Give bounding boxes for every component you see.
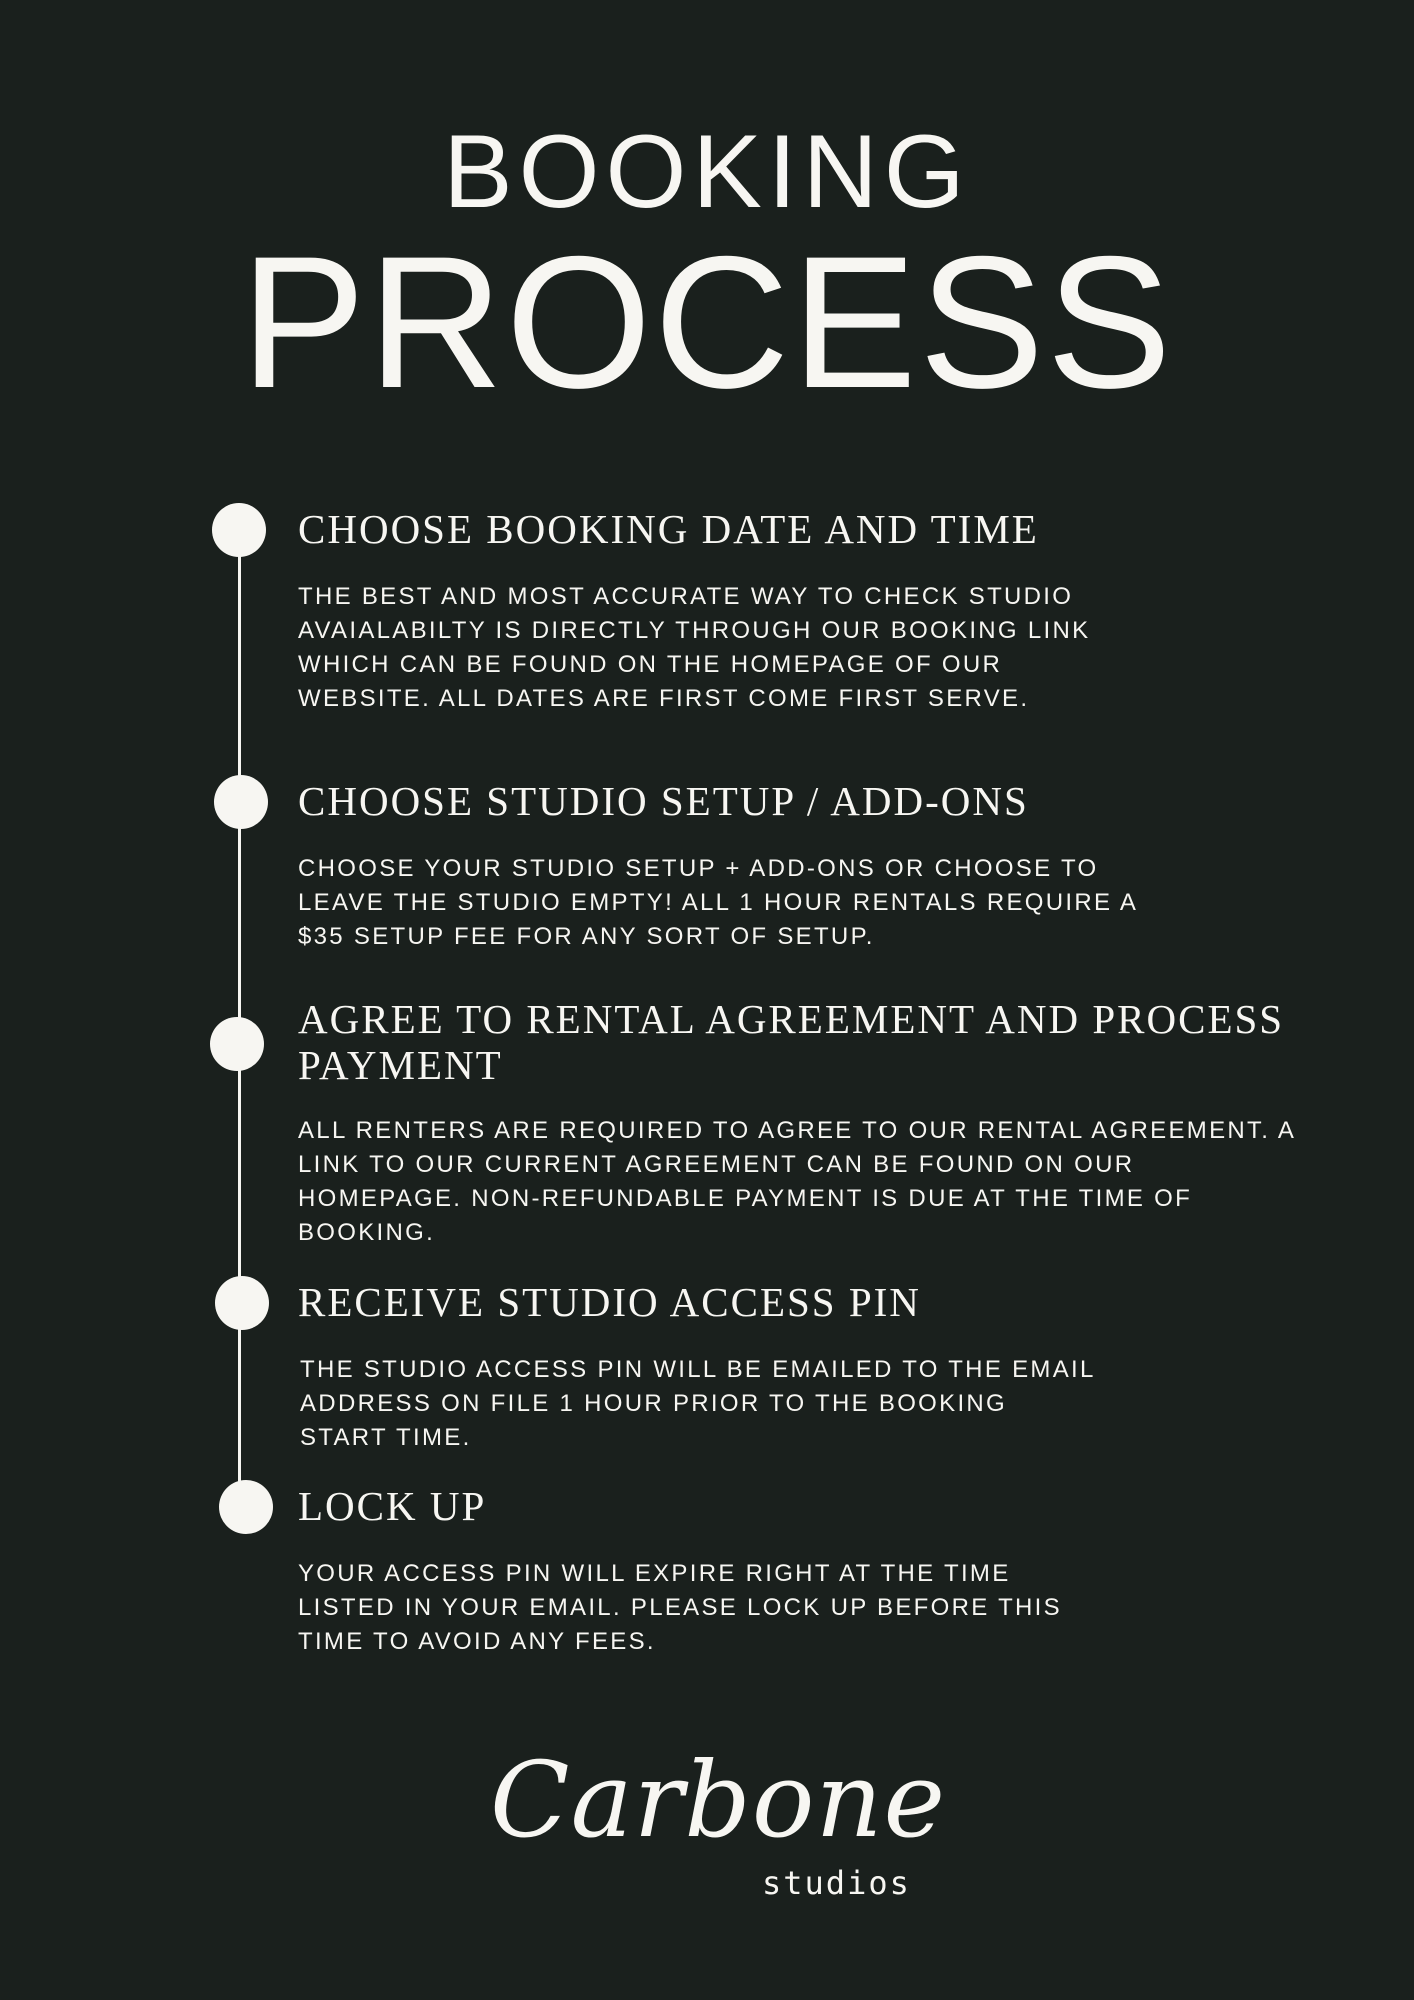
step-4-title: RECEIVE STUDIO ACCESS PIN <box>298 1279 921 1325</box>
step-5-title: LOCK UP <box>298 1483 487 1529</box>
step-3-title: AGREE TO RENTAL AGREEMENT AND PROCESS PAYMENT <box>298 996 1285 1088</box>
logo-subtitle: studios <box>762 1864 911 1902</box>
step-1-title: CHOOSE BOOKING DATE AND TIME <box>298 506 1039 552</box>
step-2-body: CHOOSE YOUR STUDIO SETUP + ADD-ONS OR CHOOSE TO LEAVE THE STUDIO EMPTY! ALL 1 HOUR RENTALS REQUIRE A $35 SETUP FEE FOR ANY SORT OF SETUP. <box>298 855 1137 950</box>
step-4-body: THE STUDIO ACCESS PIN WILL BE EMAILED TO THE EMAIL ADDRESS ON FILE 1 HOUR PRIOR TO THE BOOKING START TIME. <box>300 1356 1095 1451</box>
step-3-body: ALL RENTERS ARE REQUIRED TO AGREE TO OUR RENTAL AGREEMENT. A LINK TO OUR CURRENT AGREEMENT CAN BE FOUND ON OUR HOMEPAGE. NON-REFUNDABLE PAYMENT IS DUE AT THE TIME OF BOOKING. <box>298 1117 1295 1246</box>
title-process: PROCESS <box>240 217 1174 427</box>
logo-script: Carbone <box>490 1739 947 1861</box>
timeline-dot-5 <box>219 1480 273 1534</box>
step-1-body: THE BEST AND MOST ACCURATE WAY TO CHECK STUDIO AVAIALABILTY IS DIRECTLY THROUGH OUR BOOKING LINK WHICH CAN BE FOUND ON THE HOMEPAGE OF OUR WEBSITE. ALL DATES ARE FIRST COME FIRST SERVE. <box>298 583 1091 712</box>
timeline-dot-2 <box>214 775 268 829</box>
step-2-title: CHOOSE STUDIO SETUP / ADD-ONS <box>298 778 1029 824</box>
timeline-dot-1 <box>212 503 266 557</box>
carbone-studios-logo <box>490 1739 947 1918</box>
step-5-body: YOUR ACCESS PIN WILL EXPIRE RIGHT AT THE TIME LISTED IN YOUR EMAIL. PLEASE LOCK UP BEFORE THIS TIME TO AVOID ANY FEES. <box>298 1560 1062 1655</box>
timeline-dot-3 <box>210 1017 264 1071</box>
timeline-dot-4 <box>215 1276 269 1330</box>
title-booking: BOOKING <box>443 114 971 230</box>
